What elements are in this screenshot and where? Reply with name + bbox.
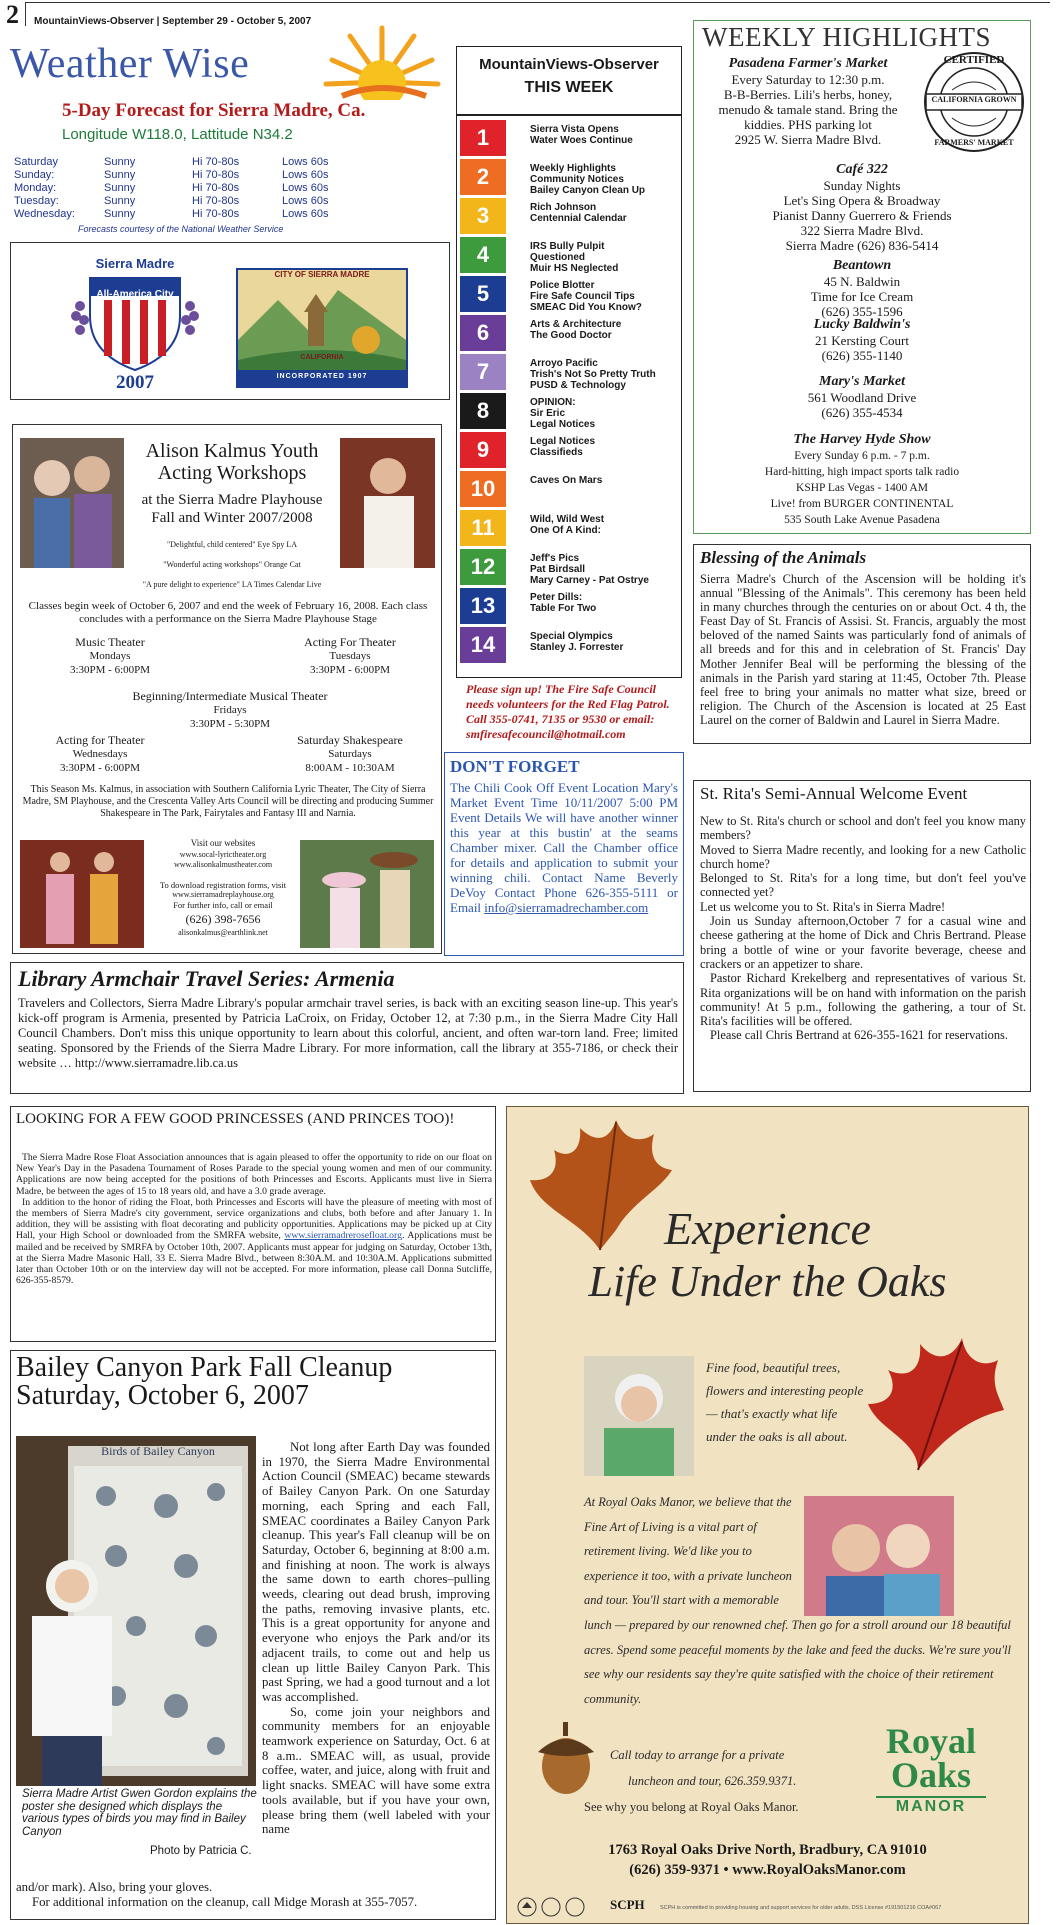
- blessing-title: Blessing of the Animals: [700, 548, 867, 567]
- highlight-name: Beantown: [832, 258, 892, 273]
- forecast-low: Lows 60s: [282, 169, 329, 181]
- highlight-line: B-B-Berries. Lili's herbs, honey,: [723, 87, 893, 102]
- actors-photo-image: [20, 438, 124, 568]
- princess-paragraph: [16, 1197, 492, 1287]
- acting-theater-wed-time: 3:30PM - 6:00PM: [59, 762, 141, 774]
- forecast-day: Saturday: [14, 156, 59, 168]
- resident-photo: [584, 1356, 694, 1476]
- forecast-condition: Sunny: [104, 169, 136, 181]
- highlight-line: 561 Woodland Drive: [807, 390, 917, 405]
- bailey-body-bottom: [16, 1880, 492, 1909]
- forecast-high: Hi 70-80s: [192, 208, 240, 220]
- princess-title: LOOKING FOR A FEW GOOD PRINCESSES (AND PRINCES TOO)!: [16, 1111, 455, 1127]
- this-week-item-line: IRS Bully Pulpit: [530, 241, 605, 252]
- acorn-icon: [530, 1716, 602, 1796]
- all-america-city-band: All-America City: [96, 289, 174, 300]
- royal-oaks-call-1: Call today to arrange for a private: [610, 1748, 785, 1762]
- musical-theater-day: Fridays: [213, 704, 247, 716]
- this-week-item-line: Community Notices: [530, 174, 624, 185]
- highlight-entry: [693, 374, 1031, 420]
- forecast-low: Lows 60s: [282, 182, 329, 194]
- city-seal-incorporated: INCORPORATED 1907: [276, 373, 368, 380]
- page-number-badge: 1: [460, 120, 506, 156]
- highlight-line: Let's Sing Opera & Broadway: [783, 193, 941, 208]
- seal-top-text: CERTIFIED: [943, 54, 1005, 66]
- royal-oaks-logo-manor: MANOR: [876, 1796, 986, 1816]
- this-week-item-text: [530, 124, 633, 146]
- acting-title-line1: Alison Kalmus Youth: [145, 440, 319, 462]
- this-week-item-text: [530, 163, 645, 196]
- highlight-name: Mary's Market: [819, 374, 905, 389]
- this-week-item: [460, 510, 680, 550]
- this-week-item-line: Sir Eric: [530, 408, 566, 419]
- highlight-line: 322 Sierra Madre Blvd.: [800, 223, 924, 238]
- this-week-item: [460, 549, 680, 589]
- page-number-badge: 6: [460, 315, 506, 351]
- scph-logo: SCPH: [610, 1897, 645, 1912]
- this-week-item: [460, 198, 680, 238]
- royal-oaks-logo-line2: Oaks: [890, 1755, 972, 1795]
- this-week-item-line: Wild, Wild West: [530, 514, 605, 525]
- city-seal-state: CALIFORNIA: [300, 354, 344, 361]
- st-rita-title: St. Rita's Semi-Annual Welcome Event: [700, 784, 968, 803]
- highlight-name: Lucky Baldwin's: [813, 317, 911, 332]
- rose-float-link[interactable]: www.sierramadrerosefloat.org: [284, 1230, 402, 1242]
- dont-forget-text: The Chili Cook Off Event Location Mary's Market Event Time 10/11/2007 5:00 PM Event Details We will have another winner this year at this bustin' at the seams Chamber mixer. Call the Chamber office for details and application to submit your winning chili. Contact Name Beverly DeVoy Contact Phone 626-355-5111 or Email: [450, 780, 678, 915]
- highlight-entry: [693, 162, 1031, 253]
- forecast-high: Hi 70-80s: [192, 182, 240, 194]
- seal-bottom-text: FARMERS' MARKET: [934, 138, 1014, 147]
- st-rita-paragraph: Let us welcome you to St. Rita's in Sierra Madre!: [700, 899, 946, 914]
- forecast-condition: Sunny: [104, 182, 136, 194]
- all-america-city-label: Sierra Madre: [95, 256, 175, 271]
- header-rule: [25, 2, 1050, 3]
- musical-theater-time: 3:30PM - 5:30PM: [189, 718, 271, 730]
- this-week-item-text: [530, 592, 596, 614]
- red-leaf-icon: [858, 1330, 1008, 1480]
- shakespeare-time: 8:00AM - 10:30AM: [305, 762, 395, 774]
- this-week-item-line: PUSD & Technology: [530, 380, 626, 391]
- bailey-paragraph: For additional information on the cleanup, call Midge Morash at 355-7057.: [32, 1894, 418, 1909]
- highlight-line: 535 South Lake Avenue Pasadena: [784, 514, 940, 526]
- page-number-badge: 8: [460, 393, 506, 429]
- page-number: 2: [6, 0, 19, 29]
- weekly-highlights-title: WEEKLY HIGHLIGHTS: [702, 22, 991, 52]
- forecast-title: 5-Day Forecast for Sierra Madre, Ca.: [62, 100, 366, 121]
- st-rita-paragraph: Join us Sunday afternoon,October 7 for a casual wine and cheese gathering at the home of Dick and Chris Bertrand. Please bring a bottle of wine or your favorite beverage, cheese and crackers or an appetizer to share.: [700, 914, 1026, 971]
- music-theater-time: 3:30PM - 6:00PM: [69, 664, 151, 676]
- this-week-item-line: Classifieds: [530, 447, 583, 458]
- this-week-item-line: Rich Johnson: [530, 202, 597, 213]
- forecast-low: Lows 60s: [282, 156, 329, 168]
- st-rita-paragraph: Pastor Richard Krekelberg and representatives of various St. Rita organizations will be on hand with information on the parish community! At 5 p.m., following the gathering, a tour of St. Rita's facilities will be offered.: [700, 971, 1026, 1029]
- bailey-photo-credit: Photo by Patricia C.: [150, 1845, 252, 1857]
- this-week-item-line: Sierra Vista Opens: [530, 124, 619, 135]
- acting-quote: "Delightful, child centered" Eye Spy LA: [166, 540, 298, 549]
- accessibility-icons: [516, 1896, 608, 1918]
- page-number-badge: 3: [460, 198, 506, 234]
- royal-oaks-body-text: At Royal Oaks Manor, we believe that the Fine Art of Living is a vital part of retirement living. We'd like you to experience it too, with a private luncheon and tour. You'll start with a memorable lunch — prepared by our renowned chef. Then go for a stroll around our 18 beautiful acres. Spend some peaceful moments by the lake and feed the ducks. We're sure you'll see why our residents say they're quite satisfied with the choice of their retirement community.: [584, 1495, 1011, 1706]
- dont-forget-title: DON'T FORGET: [450, 757, 580, 776]
- page-number-badge: 11: [460, 510, 506, 546]
- this-week-item-text: [530, 241, 618, 274]
- forecast-condition: Sunny: [104, 156, 136, 168]
- page-number-badge: 4: [460, 237, 506, 273]
- this-week-item-text: [530, 397, 595, 430]
- highlight-line: 45 N. Baldwin: [823, 274, 901, 289]
- this-week-item-line: SMEAC Did You Know?: [530, 302, 642, 313]
- acting-season-info: This Season Ms. Kalmus, in association with Southern California Lyric Theater, The City of Sierra Madre, SM Playhouse, and the Crescenta Valley Arts Council will be directing and producing Summer Shakespeare in The Park, Fairytales and Fantasy III and Narnia.: [22, 784, 434, 819]
- resident-photo-image: [584, 1356, 694, 1476]
- highlight-line: 2925 W. Sierra Madre Blvd.: [734, 132, 882, 147]
- actors-photo: [20, 438, 124, 568]
- this-week-item-line: Arts & Architecture: [530, 319, 622, 330]
- musical-theater-title: Beginning/Intermediate Musical Theater: [132, 689, 328, 703]
- royal-oaks-logo-line1: Royal: [886, 1721, 976, 1761]
- couple-photo-space: [806, 1490, 1024, 1612]
- this-week-paper: MountainViews-Observer: [479, 56, 659, 73]
- this-week-item-line: Stanley J. Forrester: [530, 642, 624, 653]
- bailey-body: [262, 1440, 490, 1837]
- st-rita-paragraph: Please call Chris Bertrand at 626-355-1621 for reservations.: [710, 1028, 1008, 1043]
- highlight-entry: [693, 56, 923, 147]
- acting-theater-wed-title: Acting for Theater: [55, 733, 145, 747]
- forecast-row: [14, 208, 344, 221]
- acting-quote: "Wonderful acting workshops" Orange Cat: [163, 560, 301, 569]
- this-week-item-line: Jeff's Pics: [530, 553, 580, 564]
- this-week-item: [460, 432, 680, 472]
- highlight-line: Every Sunday 6 p.m. - 7 p.m.: [794, 450, 930, 462]
- poster-title: Birds of Bailey Canyon: [101, 1444, 215, 1458]
- this-week-item-text: [530, 436, 595, 458]
- sun-icon: [322, 22, 442, 100]
- forecast-day: Monday:: [14, 182, 57, 194]
- this-week-item-line: One Of A Kind:: [530, 525, 601, 536]
- actor-photo-image: [340, 438, 435, 568]
- highlight-line: Time for Ice Cream: [810, 289, 914, 304]
- st-rita-body: [700, 814, 1026, 1043]
- library-body: Travelers and Collectors, Sierra Madre Library's popular armchair travel series, is back with an exciting season line-up. This year's kick-off program is Armenia, presented by Patricia LaCroix, on Friday, October 12, at 7:30 p.m., in the Sierra Madre City Hall Council Chambers. Don't miss this unique opportunity to learn about this colorful, ancient, and often war-torn land. Free; limited seating. Sponsored by the Friends of the Sierra Madre Library. For more information, call the library at 355-7186, or check their website … http://www.sierramadre.lib.ca.us: [18, 996, 678, 1070]
- forecast-day: Sunday:: [14, 169, 55, 181]
- further-info-label: For further info, call or email: [173, 900, 273, 910]
- bailey-title-line2: Saturday, October 6, 2007: [16, 1380, 309, 1411]
- acting-classes-info: Classes begin week of October 6, 2007 and end the week of February 16, 2008. Each class concludes with a performance on the Sierra Madre Playhouse Stage: [28, 600, 428, 625]
- shakespeare-title: Saturday Shakespeare: [297, 733, 403, 747]
- highlight-line: menudo & tamale stand. Bring the: [718, 102, 898, 117]
- forecast-day: Wednesday:: [14, 208, 75, 220]
- this-week-item-line: Trish's Not So Pretty Truth: [530, 369, 656, 380]
- highlight-entry: [693, 258, 1031, 319]
- highlight-line: Sierra Madre (626) 836-5414: [785, 238, 939, 253]
- fairy-kids-photo: [20, 840, 144, 948]
- forecast-condition: Sunny: [104, 208, 136, 220]
- blessing-body: Sierra Madre's Church of the Ascension will be holding it's annual "Blessing of the Animals". This ceremony has been held in many churches through the centuries on or about Oct. 4 th, the Feast Day of St. Francis of Assisi. St. Francis, arguably the most beloved of the named Saints was particularly fond of animals of all breeds and for this and in celebration of St. Francis' Day Mother Jennifer Beal will be performing the blessing of the animals in the Parish yard staring at 11:45, October 7th. Please feel free to bring your animals no matter what size, breed or religion. The Church of the Ascension is located at 25 East Laurel on the corner of Baldwin and Laurel in Sierra Madre.: [700, 572, 1026, 727]
- highlight-name: Café 322: [836, 162, 888, 177]
- highlight-line: Every Saturday to 12:30 p.m.: [731, 72, 885, 87]
- this-week-item-line: Bailey Canyon Clean Up: [530, 185, 646, 196]
- royal-oaks-intro: Fine food, beautiful trees, flowers and interesting people — that's exactly what life under the oaks is all about.: [706, 1360, 864, 1444]
- this-week-item-line: The Good Doctor: [530, 330, 612, 341]
- acting-quote: "A pure delight to experience" LA Times Calendar Live: [142, 580, 322, 589]
- this-week-item-line: OPINION:: [530, 397, 576, 408]
- highlight-line: Hard-hitting, high impact sports talk radio: [764, 466, 960, 478]
- header-divider: [25, 2, 26, 26]
- acting-email[interactable]: alisonkalmus@earthlink.net: [178, 928, 268, 937]
- highlight-entry: [693, 432, 1031, 528]
- forecast-high: Hi 70-80s: [192, 169, 240, 181]
- this-week-item: [460, 627, 680, 667]
- highlight-line: Live! from BURGER CONTINENTAL: [770, 498, 954, 510]
- st-rita-paragraph: Belonged to St. Rita's for a long time, but don't feel you've connected yet?: [700, 871, 1026, 900]
- forecast-condition: Sunny: [104, 195, 136, 207]
- forecast-row: [14, 195, 344, 208]
- forecast-row: [14, 156, 344, 169]
- page-number-badge: 9: [460, 432, 506, 468]
- this-week-item: [460, 471, 680, 511]
- highlight-name: The Harvey Hyde Show: [793, 432, 931, 447]
- equal-housing-icon: [516, 1896, 608, 1918]
- this-week-item-text: [530, 319, 621, 341]
- highlight-line: Pianist Danny Guerrero & Friends: [772, 208, 952, 223]
- forecast-high: Hi 70-80s: [192, 156, 240, 168]
- princess-text: In addition to the honor of riding the Float, both Princesses and Escorts will have the pleasure of meeting with most of the members of Sierra Madre's city government, service organizations and clubs, both before and after January 1. In addition, they will be assisting with float decorating and publicity opportunities. Applications may be picked up at City Hall, your High School or downloaded from the SMRFA website,: [16, 1196, 492, 1242]
- this-week-item-line: Muir HS Neglected: [530, 263, 619, 274]
- acting-title-line2: Acting Workshops: [157, 462, 307, 484]
- bird-poster-photo-image: [16, 1436, 256, 1786]
- this-week-item-text: [530, 202, 627, 224]
- visit-websites-label: Visit our websites: [190, 838, 256, 848]
- highlight-name: Pasadena Farmer's Market: [728, 56, 888, 71]
- this-week-item-line: Questioned: [530, 252, 586, 263]
- bailey-title-line1: Bailey Canyon Park Fall Cleanup: [16, 1352, 393, 1383]
- acting-title-line3: at the Sierra Madre Playhouse: [141, 492, 323, 508]
- bailey-paragraph: and/or mark). Also, bring your gloves.: [16, 1880, 213, 1894]
- this-week-item: [460, 315, 680, 355]
- bailey-paragraph: Not long after Earth Day was founded in 1970, the Sierra Madre Environmental Action Council (SMEAC) became stewards of Bailey Canyon Park. On one Saturday morning, each Spring and each Fall, SMEAC coordinates a Bailey Canyon Park cleanup. This year's Fall cleanup will be on Saturday, October 6, beginning at 8:00 a.m. and finishing at noon. The work is always the same down to earth chores–pulling weeds, clearing out dead brush, improving the paths, removing invasive plants, etc. This is a great opportunity for anyone and everyone who enjoys the Park and/or its adjacent trails, to come out and help us clean up little Bailey Canyon Park. This past Spring, we had a good turnout and a lot was accomplished.: [262, 1440, 490, 1704]
- this-week-item: [460, 276, 680, 316]
- royal-oaks-call-2: luncheon and tour, 626.359.9371.: [628, 1774, 797, 1788]
- page-number-badge: 5: [460, 276, 506, 312]
- acting-phone: (626) 398-7656: [185, 912, 261, 926]
- this-week-item-line: Fire Safe Council Tips: [530, 291, 635, 302]
- shakespeare-day: Saturdays: [328, 748, 372, 760]
- forecast-coordinates: Longitude W118.0, Lattitude N34.2: [62, 126, 293, 143]
- this-week-item-line: Peter Dills:: [530, 592, 583, 603]
- bailey-photo-caption: Sierra Madre Artist Gwen Gordon explains the poster she designed which displays the various types of birds you may find in Bailey Canyon: [22, 1788, 257, 1838]
- actor-photo: [340, 438, 435, 568]
- st-rita-paragraph: New to St. Rita's church or school and don't feel you know many members?: [700, 814, 1026, 843]
- this-week-item-line: Mary Carney - Pat Ostrye: [530, 575, 649, 586]
- this-week-item-line: Water Woes Continue: [530, 135, 633, 146]
- page-number-badge: 10: [460, 471, 506, 507]
- highlight-line: KSHP Las Vegas - 1400 AM: [796, 482, 928, 494]
- this-week-item: [460, 354, 680, 394]
- this-week-item: [460, 120, 680, 160]
- this-week-item-line: Table For Two: [530, 603, 597, 614]
- this-week-item-line: Pat Birdsall: [530, 564, 586, 575]
- forecast-low: Lows 60s: [282, 195, 329, 207]
- highlight-line: Sunday Nights: [823, 178, 901, 193]
- forecast-row: [14, 169, 344, 182]
- royal-oaks-fine-print: SCPH is committed to providing housing and support services for older adults. DSS License #191501216 COA#067: [660, 1905, 942, 1911]
- forecast-row: [14, 182, 344, 195]
- this-week-item-line: Arroyo Pacific: [530, 358, 598, 369]
- weather-title: Weather Wise: [10, 41, 250, 87]
- acting-theater-title: Acting For Theater: [304, 635, 396, 649]
- royal-oaks-headline: Experience: [664, 1203, 871, 1254]
- this-week-item: [460, 393, 680, 433]
- acting-theater-time: 3:30PM - 6:00PM: [309, 664, 391, 676]
- royal-oaks-address: 1763 Royal Oaks Drive North, Bradbury, CA 91010: [608, 1842, 927, 1858]
- library-title: Library Armchair Travel Series: Armenia: [18, 966, 395, 991]
- page-number-badge: 14: [460, 627, 506, 663]
- playhouse-link[interactable]: www.sierramadreplayhouse.org: [172, 890, 274, 899]
- forecast-high: Hi 70-80s: [192, 195, 240, 207]
- bailey-paragraph: So, come join your neighbors and community members for an enjoyable teamwork experience on Saturday, Oct. 6 at 8 a.m.. SMEAC will, as usual, provide coffee, water, and juice, along with fruit and light snacks. SMEAC will have some extra tools available, but if you have your own, please bring them (well labeled with your name: [262, 1704, 490, 1837]
- costume-photo: [300, 840, 434, 948]
- costume-photo-image: [300, 840, 434, 948]
- forecast-day: Tuesday:: [14, 195, 59, 207]
- this-week-item-text: [530, 553, 649, 586]
- lyric-theater-link[interactable]: www.socal-lyrictheater.org: [179, 850, 267, 859]
- royal-oaks-body: [584, 1490, 1024, 1711]
- page-number-badge: 7: [460, 354, 506, 390]
- page-number-badge: 2: [460, 159, 506, 195]
- page-number-badge: 13: [460, 588, 506, 624]
- highlight-entry: [693, 317, 1031, 363]
- this-week-item-line: Centennial Calendar: [530, 213, 627, 224]
- this-week-heading: THIS WEEK: [524, 79, 614, 96]
- this-week-item: [460, 237, 680, 277]
- this-week-item-text: [530, 514, 604, 536]
- chamber-email-link[interactable]: info@sierramadrechamber.com: [484, 900, 649, 915]
- acting-theater-day: Tuesdays: [329, 650, 371, 662]
- princess-body: [16, 1152, 492, 1286]
- this-week-item-line: Police Blotter: [530, 280, 595, 291]
- all-america-city-year: 2007: [116, 372, 154, 393]
- highlight-line: (626) 355-1140: [821, 348, 903, 363]
- this-week-item-text: [530, 358, 656, 391]
- this-week-item-line: Weekly Highlights: [530, 163, 616, 174]
- this-week-item-line: Special Olympics: [530, 631, 613, 642]
- bird-poster-photo: [16, 1436, 256, 1786]
- page-number-badge: 12: [460, 549, 506, 585]
- princess-paragraph: The Sierra Madre Rose Float Association announces that is again pleased to offer the opportunity to ride on our float on New Year's Day in the Pasadena Tournament of Roses Parade to the special young women and men of our community. Applications are now being accepted for the positions of both Princesses and Escorts. Applicants must live in Sierra Madre, be between the ages of 15 to 18 years old, and have a 3.0 grade average.: [16, 1152, 492, 1197]
- city-seal-icon: [238, 270, 406, 386]
- dont-forget-body: [450, 780, 678, 915]
- this-week-item-text: [530, 475, 602, 486]
- music-theater-day: Mondays: [89, 650, 131, 662]
- masthead-line: MountainViews-Observer | September 29 - October 5, 2007: [34, 16, 312, 27]
- this-week-item-text: [530, 280, 642, 313]
- princess-text: . Applications must be mailed and be received by SMRFA by October 10th, 2007. Applicants must appear for judging on Saturday, October 13th, at the Sierra Madre Masonic Hall, 33 E. Sierra Madre Blvd., between 8:30A.M. and 10:30A.M. Applications submitted later than October 10th or on the interview day will not be accepted. For more information, please call Donna Sutcliffe, 626-355-8579.: [16, 1230, 492, 1287]
- highlight-line: kiddies. PHS parking lot: [744, 117, 872, 132]
- fire-safe-note: Please sign up! The Fire Safe Council needs volunteers for the Red Flag Patrol. Call 355-0741, 7135 or 9530 or email: smfiresafecouncil@hotmail.com: [466, 682, 670, 741]
- highlight-line: (626) 355-1596: [821, 304, 903, 319]
- this-week-item-line: Caves On Mars: [530, 475, 603, 486]
- royal-oaks-contact[interactable]: (626) 359-9371 • www.RoyalOaksManor.com: [629, 1862, 906, 1878]
- this-week-header: [456, 46, 682, 116]
- kalmus-theater-link[interactable]: www.alisonkalmustheater.com: [173, 860, 273, 869]
- music-theater-title: Music Theater: [75, 635, 145, 649]
- royal-oaks-call-3: See why you belong at Royal Oaks Manor.: [584, 1800, 799, 1814]
- city-seal: [236, 268, 408, 388]
- st-rita-paragraph: Moved to Sierra Madre recently, and looking for a new Catholic church home?: [700, 842, 1026, 871]
- seal-middle-text: CALIFORNIA GROWN: [931, 95, 1017, 104]
- highlight-line: 21 Kersting Court: [815, 333, 909, 348]
- bailey-canyon-title: [16, 1354, 392, 1410]
- this-week-item: [460, 159, 680, 199]
- download-forms-label: To download registration forms, visit: [159, 880, 287, 890]
- this-week-item-text: [530, 631, 623, 653]
- acting-theater-wed-day: Wednesdays: [72, 748, 128, 760]
- city-seal-title: CITY OF SIERRA MADRE: [274, 270, 370, 279]
- fairy-kids-photo-image: [20, 840, 144, 948]
- this-week-item-line: Legal Notices: [530, 436, 596, 447]
- royal-oaks-logo: [876, 1721, 986, 1795]
- royal-oaks-subheadline: Life Under the Oaks: [588, 1257, 947, 1306]
- this-week-item: [460, 588, 680, 628]
- highlight-line: (626) 355-4534: [821, 405, 903, 420]
- forecast-credit: Forecasts courtesy of the National Weather Service: [78, 224, 284, 234]
- this-week-item-line: Legal Notices: [530, 419, 596, 430]
- acting-title-line4: Fall and Winter 2007/2008: [151, 510, 313, 526]
- forecast-low: Lows 60s: [282, 208, 329, 220]
